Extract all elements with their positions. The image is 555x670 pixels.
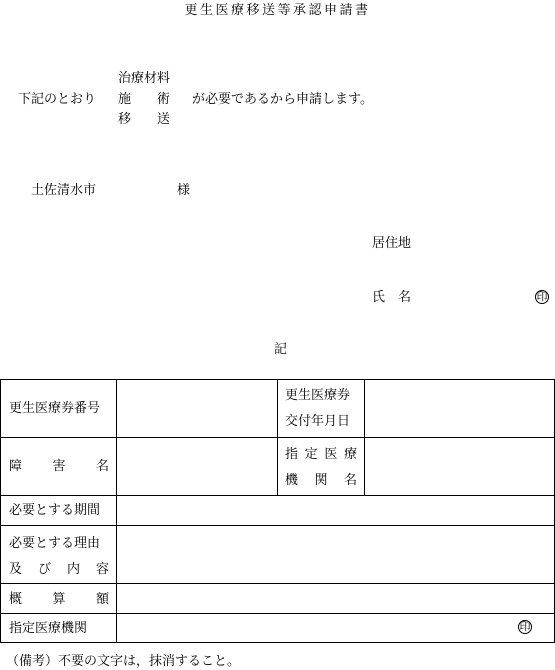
label-char: 額 [95, 592, 109, 607]
label-char: 医 [324, 447, 338, 462]
applicant-seal-mark: 印 [536, 290, 548, 303]
institution-seal-mark: 印 [519, 620, 531, 633]
choice-treatment-materials: 治療材料 [118, 71, 171, 86]
table-row-divider [0, 583, 555, 584]
designated-institution-label: 指定医療機関 [9, 621, 88, 636]
table-column-divider [364, 379, 365, 495]
label-char: 算 [52, 592, 66, 607]
label-char: 障 [9, 459, 23, 474]
choice-transfer: 移 送 [118, 112, 171, 127]
intro-prefix: 下記のとおり [18, 92, 97, 107]
addressee: 土佐清水市 [31, 183, 97, 198]
table-row-divider [0, 613, 555, 614]
table-column-divider [116, 379, 117, 643]
label-char: 機 [285, 473, 299, 488]
table-column-divider [277, 379, 278, 495]
required-period-label: 必要とする期間 [9, 503, 101, 518]
designated-institution-name-label-line1 [285, 448, 357, 461]
label-char: 容 [95, 562, 109, 577]
label-char: 定 [304, 447, 318, 462]
label-char: 内 [66, 562, 80, 577]
table-row-divider [0, 525, 555, 526]
required-reason-label-line1: 必要とする理由 [9, 536, 101, 551]
intro-suffix: が必要であるから申請します。 [192, 92, 373, 107]
label-char: び [37, 562, 51, 577]
label-char: 指 [285, 447, 299, 462]
label-char: 害 [52, 459, 66, 474]
label-char: 概 [9, 592, 23, 607]
label-char: 関 [314, 473, 328, 488]
required-reason-label-line2 [9, 563, 109, 576]
record-heading: 記 [274, 342, 288, 357]
label-char: 名 [95, 459, 109, 474]
choice-treatment: 施 術 [118, 92, 171, 107]
table-row-divider [0, 495, 555, 496]
honorific: 様 [177, 183, 191, 198]
disability-name-label [9, 460, 109, 473]
applicant-name-label: 氏 名 [372, 290, 412, 305]
ticket-issue-date-label-line2: 交付年月日 [285, 414, 351, 429]
estimated-amount-label [9, 593, 109, 606]
medical-ticket-number-label: 更生医療券番号 [9, 401, 101, 416]
ticket-issue-date-label-line1: 更生医療券 [285, 388, 351, 403]
remarks-note: （備考）不要の文字は，抹消すること。 [6, 654, 241, 669]
designated-institution-name-label-line2 [285, 474, 357, 487]
label-char: 療 [343, 447, 357, 462]
document-title: 更生医療移送等承認申請書 [184, 3, 371, 18]
label-char: 及 [9, 562, 23, 577]
residence-label: 居住地 [372, 236, 412, 251]
label-char: 名 [343, 473, 357, 488]
